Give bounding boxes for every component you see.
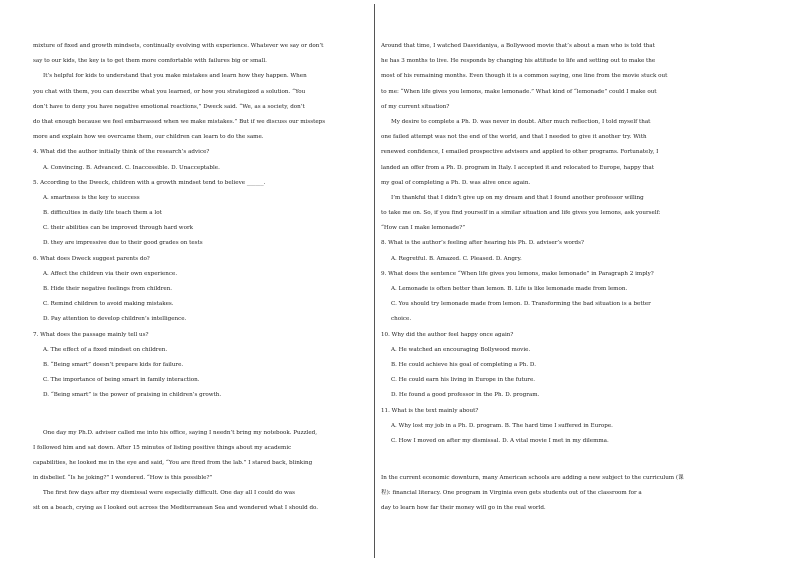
text-line: to me: “When life gives you lemons, make lemonade.” What kind of “lemonade” could I make out	[381, 88, 657, 95]
paragraph-start: My desire to complete a Ph. D. was never in doubt. After much reflection, I told myself that	[391, 118, 651, 125]
question-6-option-d: D. Pay attention to develop children’s intelligence.	[43, 316, 187, 323]
question-5-option-b: B. difficulties in daily life teach them a lot	[43, 210, 162, 217]
text-line: of my current situation?	[381, 103, 450, 110]
paragraph-start: The first few days after my dismissal were especially difficult. One day all I could do was	[43, 490, 295, 497]
paragraph-start: One day my Ph.D. adviser called me into his office, saying I needn’t bring my notebook. Puzzled,	[43, 429, 317, 436]
question-6-option-b: B. Hide their negative feelings from children.	[43, 286, 173, 292]
question-7-option-c: C. The importance of being smart in family interaction.	[43, 377, 200, 384]
question-10-option-a: A. He watched an encouraging Bollywood movie.	[391, 346, 531, 353]
text-line: day to learn how far their money will go in the real world.	[381, 505, 546, 512]
question-10-option-d: D. He found a good professor in the Ph. D. program.	[391, 392, 540, 399]
text-line: more and explain how we overcame them, our children can learn to do the same.	[33, 134, 264, 141]
text-line: mixture of fixed and growth mindsets, continually evolving with experience. Whatever we say or don’t	[33, 43, 324, 49]
text-line: capabilities, he looked me in the eye and said, “You are fired from the lab.” I stared back, blinking	[33, 459, 313, 466]
question-7: 7. What does the passage mainly tell us?	[33, 331, 149, 338]
question-5-option-a: A. smartness is the key to success	[43, 194, 140, 201]
text-line: to take me on. So, if you find yourself in a similar situation and life gives you lemons, ask yourself:	[381, 210, 661, 217]
column-divider	[374, 4, 375, 558]
text-line: Around that time, I watched Dasvidaniya, a Bollywood movie that’s about a man who is told that	[381, 43, 655, 49]
text-line: 程): financial literacy. One program in Virginia even gets students out of the classroom for a	[381, 490, 642, 497]
question-5: 5. According to the Dweck, children with a growth mindset tend to believe ______.	[33, 179, 266, 186]
question-11: 11. What is the text mainly about?	[381, 407, 479, 414]
text-line: I followed him and sat down. After 15 minutes of listing positive things about my academic	[33, 444, 292, 451]
text-line: you chat with them, you can describe what you learned, or how you strategized a solution. “You	[33, 88, 306, 95]
section-gap	[381, 449, 712, 471]
question-6-option-a: A. Affect the children via their own experience.	[43, 270, 178, 277]
question-11-options-ab: A. Why lost my job in a Ph. D. program. B. The hard time I suffered in Europe.	[391, 422, 613, 429]
question-5-option-d: D. they are impressive due to their good grades on tests	[43, 240, 203, 247]
text-line: my goal of completing a Ph. D. was alive once again.	[381, 179, 531, 186]
paragraph-start: It’s helpful for kids to understand that you make mistakes and learn how they happen. When	[43, 73, 307, 80]
text-line: In the current economic downturn, many American schools are adding a new subject to the curriculum (课	[381, 475, 684, 482]
text-line: in disbelief. “Is he joking?” I wondered. “How is this possible?”	[33, 475, 213, 482]
text-line: “How can I make lemonade?”	[381, 225, 466, 232]
text-line: one failed attempt was not the end of the world, and that I needed to give it another try. With	[381, 134, 647, 141]
text-line: don’t have to deny you have negative emotional reactions,” Dweck said. “We, as a society, don’t	[33, 103, 305, 110]
text-line: he has 3 months to live. He responds by changing his attitude to life and setting out to make the	[381, 58, 656, 65]
right-column	[381, 39, 712, 517]
text-line: do that enough because we feel embarrassed when we make mistakes.” But if we discuss our missteps	[33, 118, 326, 125]
question-9: 9. What does the sentence “When life gives you lemons, make lemonade” in Paragraph 2 imply?	[381, 270, 654, 277]
left-column	[33, 39, 369, 517]
question-6-option-c: C. Remind children to avoid making mistakes.	[43, 301, 174, 308]
question-6: 6. What does Dweck suggest parents do?	[33, 255, 150, 262]
question-7-option-d: D. “Being smart” is the power of praising in children’s growth.	[43, 392, 222, 399]
text-line: renewed confidence, I emailed prospective advisers and applied to other programs. Fortunately, I	[381, 149, 659, 156]
text-line: say to our kids, the key is to get them more comfortable with failures big or small.	[33, 58, 267, 65]
question-9-options-ab: A. Lemonade is often better than lemon. B. Life is like lemonade made from lemon.	[391, 286, 628, 292]
question-7-option-a: A. The effect of a fixed mindset on children.	[43, 346, 168, 353]
text-line: landed an offer from a Ph. D. program in Italy. I accepted it and relocated to Europe, happy that	[381, 164, 654, 171]
section-gap	[33, 404, 369, 426]
question-4-options: A. Convincing. B. Advanced. C. Inaccessible. D. Unacceptable.	[43, 164, 220, 171]
question-9-options-cont: choice.	[391, 316, 412, 323]
question-8: 8. What is the author’s feeling after hearing his Ph. D. adviser’s words?	[381, 240, 585, 247]
question-9-options-cd: C. You should try lemonade made from lemon. D. Transforming the bad situation is a better	[391, 301, 651, 308]
text-line: sit on a beach, crying as I looked out across the Mediterranean Sea and wondered what I should do.	[33, 505, 319, 512]
paragraph-start: I’m thankful that I didn’t give up on my dream and that I found another professor willing	[391, 194, 644, 201]
question-7-option-b: B. “Being smart” doesn’t prepare kids for failure.	[43, 361, 184, 368]
text-line: most of his remaining months. Even though it is a common saying, one line from the movie stuck out	[381, 73, 668, 80]
question-5-option-c: C. their abilities can be improved through hard work	[43, 225, 194, 232]
question-4: 4. What did the author initially think of the research’s advice?	[33, 149, 210, 156]
question-10-option-b: B. He could achieve his goal of completing a Ph. D.	[391, 361, 536, 368]
question-10-option-c: C. He could earn his living in Europe in the future.	[391, 377, 536, 384]
question-10: 10. Why did the author feel happy once again?	[381, 331, 514, 338]
question-8-options: A. Regretful. B. Amazed. C. Pleased. D. Angry.	[391, 255, 522, 262]
question-11-options-cd: C. How I moved on after my dismissal. D. A vital movie I met in my dilemma.	[391, 437, 609, 444]
